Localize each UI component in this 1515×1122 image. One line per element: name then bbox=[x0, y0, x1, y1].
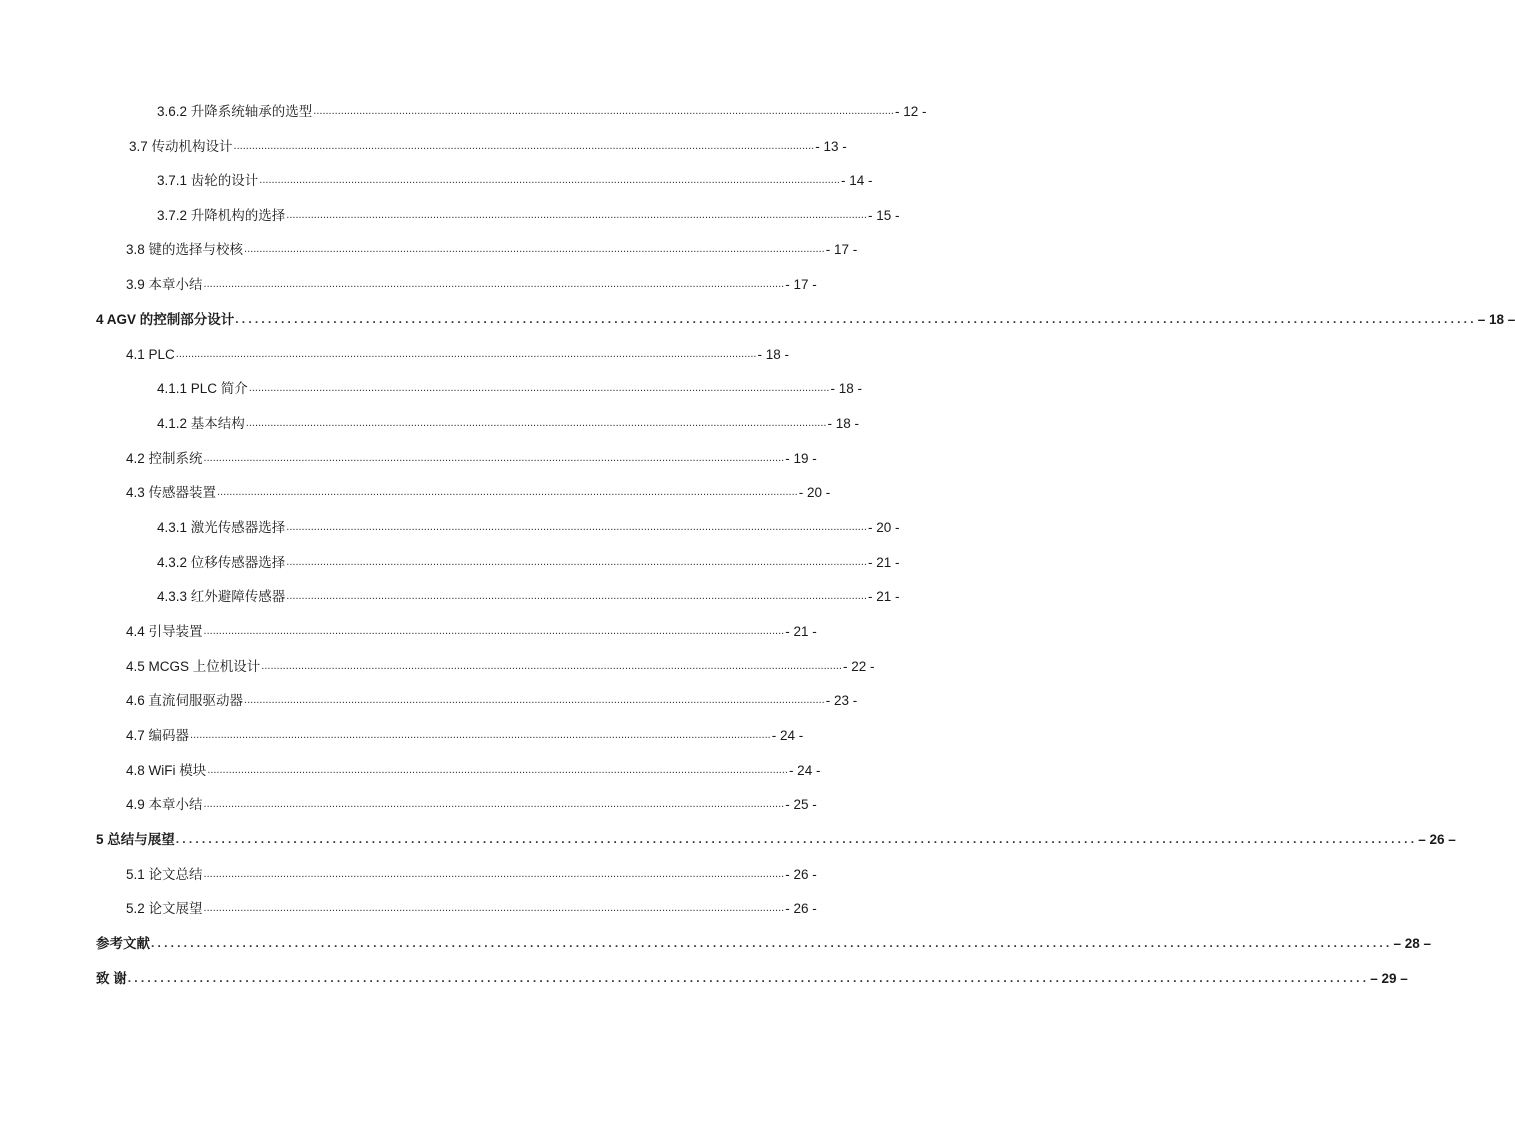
toc-entry-label: 4.6 直流伺服驱动器 bbox=[126, 693, 244, 708]
toc-entry-4-3-1[interactable] bbox=[157, 515, 900, 537]
toc-leader-dots: .............................................................................................................................................................................................. bbox=[313, 105, 894, 117]
toc-leader-dots: .............................................................................................................................................................................................. bbox=[235, 312, 1477, 326]
toc-entry-4-1[interactable] bbox=[126, 342, 789, 364]
toc-leader-dots: .............................................................................................................................................................................................. bbox=[151, 936, 1393, 950]
toc-leader-dots: .............................................................................................................................................................................................. bbox=[248, 382, 830, 394]
toc-leader-dots: .............................................................................................................................................................................................. bbox=[175, 348, 757, 360]
toc-entry-3-7-2[interactable] bbox=[157, 203, 900, 225]
toc-entry-label: 4.1 PLC bbox=[126, 347, 175, 362]
toc-leader-dots: .............................................................................................................................................................................................. bbox=[203, 278, 785, 290]
toc-entry-label: 参考文献 bbox=[96, 936, 150, 951]
toc-leader-dots: .............................................................................................................................................................................................. bbox=[203, 902, 785, 914]
toc-entry-page: – 18 – bbox=[1477, 312, 1515, 327]
toc-leader-dots: .............................................................................................................................................................................................. bbox=[207, 764, 788, 776]
toc-entry-label: 3.7.2 升降机构的选择 bbox=[157, 208, 286, 223]
toc-entry-label: 4.5 MCGS 上位机设计 bbox=[126, 659, 261, 674]
toc-entry-label: 4.3 传感器装置 bbox=[126, 485, 217, 500]
toc-entry-page: - 20 - bbox=[867, 520, 900, 535]
toc-leader-dots: .............................................................................................................................................................................................. bbox=[127, 971, 1370, 985]
toc-entry-label: 5.2 论文展望 bbox=[126, 901, 203, 916]
toc-entry-3-6-2[interactable] bbox=[157, 99, 927, 121]
toc-entry-page: - 24 - bbox=[788, 763, 821, 778]
toc-entry-label: 3.6.2 升降系统轴承的选型 bbox=[157, 104, 313, 119]
toc-entry-label: 4.8 WiFi 模块 bbox=[126, 763, 207, 778]
toc-entry-label: 3.9 本章小结 bbox=[126, 277, 203, 292]
toc-entry-page: - 21 - bbox=[785, 624, 817, 639]
toc-entry-4-2[interactable] bbox=[126, 446, 817, 468]
toc-leader-dots: .............................................................................................................................................................................................. bbox=[233, 140, 815, 152]
toc-entry-page: - 20 - bbox=[798, 485, 831, 500]
toc-entry-page: - 23 - bbox=[825, 693, 858, 708]
toc-leader-dots: .............................................................................................................................................................................................. bbox=[203, 452, 785, 464]
toc-entry-4-3[interactable] bbox=[126, 480, 831, 502]
toc-entry-label: 4.3.3 红外避障传感器 bbox=[157, 589, 286, 604]
toc-leader-dots: .............................................................................................................................................................................................. bbox=[261, 660, 842, 672]
toc-entry-page: - 21 - bbox=[867, 589, 900, 604]
toc-leader-dots: .............................................................................................................................................................................................. bbox=[245, 417, 827, 429]
toc-leader-dots: .............................................................................................................................................................................................. bbox=[190, 729, 771, 741]
toc-leader-dots: .............................................................................................................................................................................................. bbox=[175, 832, 1418, 846]
toc-entry-label: 3.7.1 齿轮的设计 bbox=[157, 173, 259, 188]
toc-entry-4-1-1[interactable] bbox=[157, 376, 862, 398]
toc-entry-label: 4.3.1 激光传感器选择 bbox=[157, 520, 286, 535]
toc-leader-dots: .............................................................................................................................................................................................. bbox=[259, 174, 840, 186]
toc-entry-label: 4.1.1 PLC 简介 bbox=[157, 381, 248, 396]
toc-leader-dots: .............................................................................................................................................................................................. bbox=[286, 209, 867, 221]
toc-entry-3-8[interactable] bbox=[126, 237, 858, 259]
toc-entry-label: 致 谢 bbox=[96, 971, 127, 986]
toc-entry-3-7[interactable] bbox=[129, 134, 847, 156]
toc-entry-page: - 24 - bbox=[771, 728, 804, 743]
toc-entry-4-5[interactable] bbox=[126, 654, 875, 676]
toc-entry-label: 4.7 编码器 bbox=[126, 728, 190, 743]
toc-entry-5-1[interactable] bbox=[126, 862, 817, 884]
toc-entry-page: - 15 - bbox=[867, 208, 900, 223]
toc-leader-dots: .............................................................................................................................................................................................. bbox=[203, 798, 785, 810]
toc-entry-3-9[interactable] bbox=[126, 272, 817, 294]
toc-entry-page: - 18 - bbox=[827, 416, 859, 431]
toc-entry-page: – 28 – bbox=[1393, 936, 1432, 951]
toc-entry-page: - 25 - bbox=[785, 797, 817, 812]
toc-leader-dots: .............................................................................................................................................................................................. bbox=[203, 625, 785, 637]
toc-leader-dots: .............................................................................................................................................................................................. bbox=[244, 243, 825, 255]
toc-entry-page: - 21 - bbox=[867, 555, 900, 570]
toc-entry-page: - 12 - bbox=[894, 104, 927, 119]
toc-leader-dots: .............................................................................................................................................................................................. bbox=[217, 486, 798, 498]
toc-entry-references[interactable] bbox=[96, 931, 1432, 953]
toc-entry-5-2[interactable] bbox=[126, 896, 817, 918]
toc-entry-page: - 13 - bbox=[815, 139, 847, 154]
toc-leader-dots: .............................................................................................................................................................................................. bbox=[286, 590, 867, 602]
toc-entry-4-1-2[interactable] bbox=[157, 411, 859, 433]
toc-leader-dots: .............................................................................................................................................................................................. bbox=[286, 556, 867, 568]
toc-leader-dots: .............................................................................................................................................................................................. bbox=[244, 694, 825, 706]
toc-entry-label: 4.2 控制系统 bbox=[126, 451, 203, 466]
toc-leader-dots: .............................................................................................................................................................................................. bbox=[203, 868, 785, 880]
toc-entry-label: 4.9 本章小结 bbox=[126, 797, 203, 812]
toc-entry-page: - 14 - bbox=[840, 173, 873, 188]
toc-entry-page: - 18 - bbox=[757, 347, 789, 362]
toc-entry-acknowledgements[interactable] bbox=[96, 966, 1408, 988]
toc-entry-3-7-1[interactable] bbox=[157, 168, 873, 190]
toc-entry-label: 4.1.2 基本结构 bbox=[157, 416, 245, 431]
toc-entry-page: - 17 - bbox=[785, 277, 817, 292]
toc-entry-page: – 29 – bbox=[1370, 971, 1408, 986]
toc-entry-page: - 22 - bbox=[842, 659, 875, 674]
toc-entry-label: 5 总结与展望 bbox=[96, 832, 175, 847]
toc-entry-page: - 26 - bbox=[785, 901, 817, 916]
toc-entry-page: - 26 - bbox=[785, 867, 817, 882]
toc-entry-4-4[interactable] bbox=[126, 619, 817, 641]
toc-entry-page: - 19 - bbox=[785, 451, 817, 466]
toc-entry-4-8[interactable] bbox=[126, 758, 821, 780]
toc-entry-4-6[interactable] bbox=[126, 688, 858, 710]
toc-entry-page: - 18 - bbox=[830, 381, 862, 396]
toc-entry-label: 4 AGV 的控制部分设计 bbox=[96, 312, 235, 327]
toc-entry-4-3-2[interactable] bbox=[157, 550, 900, 572]
toc-entry-label: 5.1 论文总结 bbox=[126, 867, 203, 882]
toc-leader-dots: .............................................................................................................................................................................................. bbox=[286, 521, 867, 533]
toc-entry-label: 3.7 传动机构设计 bbox=[129, 139, 233, 154]
toc-entry-4-3-3[interactable] bbox=[157, 584, 900, 606]
toc-entry-label: 4.3.2 位移传感器选择 bbox=[157, 555, 286, 570]
toc-entry-4-9[interactable] bbox=[126, 792, 817, 814]
toc-entry-label: 4.4 引导装置 bbox=[126, 624, 203, 639]
toc-entry-page: - 17 - bbox=[825, 242, 858, 257]
toc-entry-4-7[interactable] bbox=[126, 723, 804, 745]
toc-entry-label: 3.8 键的选择与校核 bbox=[126, 242, 244, 257]
toc-entry-4[interactable] bbox=[96, 307, 1515, 329]
toc-entry-5[interactable] bbox=[96, 827, 1456, 849]
toc-entry-page: – 26 – bbox=[1418, 832, 1456, 847]
